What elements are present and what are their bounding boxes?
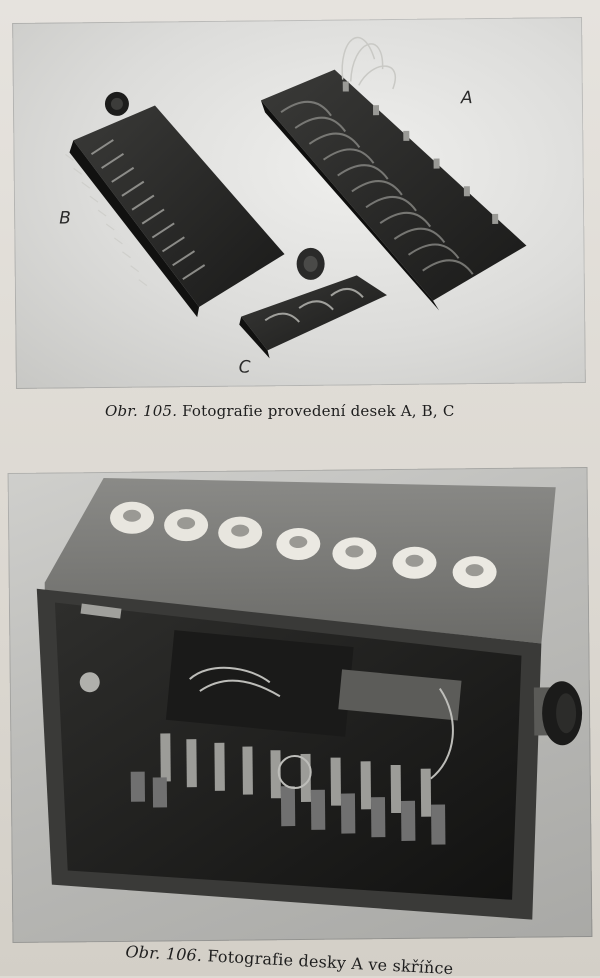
photo-board-in-box [8, 467, 593, 943]
label-board-c: C [238, 357, 251, 378]
caption-text: Fotografie desky A ve skříňce [207, 946, 454, 978]
caption-text: Fotografie provedení desek A, B, C [182, 402, 455, 420]
side-knob [534, 681, 583, 745]
caption-number: Obr. 106. [125, 942, 203, 965]
board-b [65, 90, 285, 318]
figure-caption-105 [105, 402, 455, 420]
photo-boards-abc [12, 17, 586, 389]
label-board-b: B [59, 208, 71, 229]
caption-number: Obr. 105. [105, 402, 178, 420]
label-board-a: A [460, 88, 473, 109]
enclosure-illustration [8, 467, 593, 943]
boards-illustration [12, 17, 586, 389]
figure-caption-106 [125, 942, 454, 978]
